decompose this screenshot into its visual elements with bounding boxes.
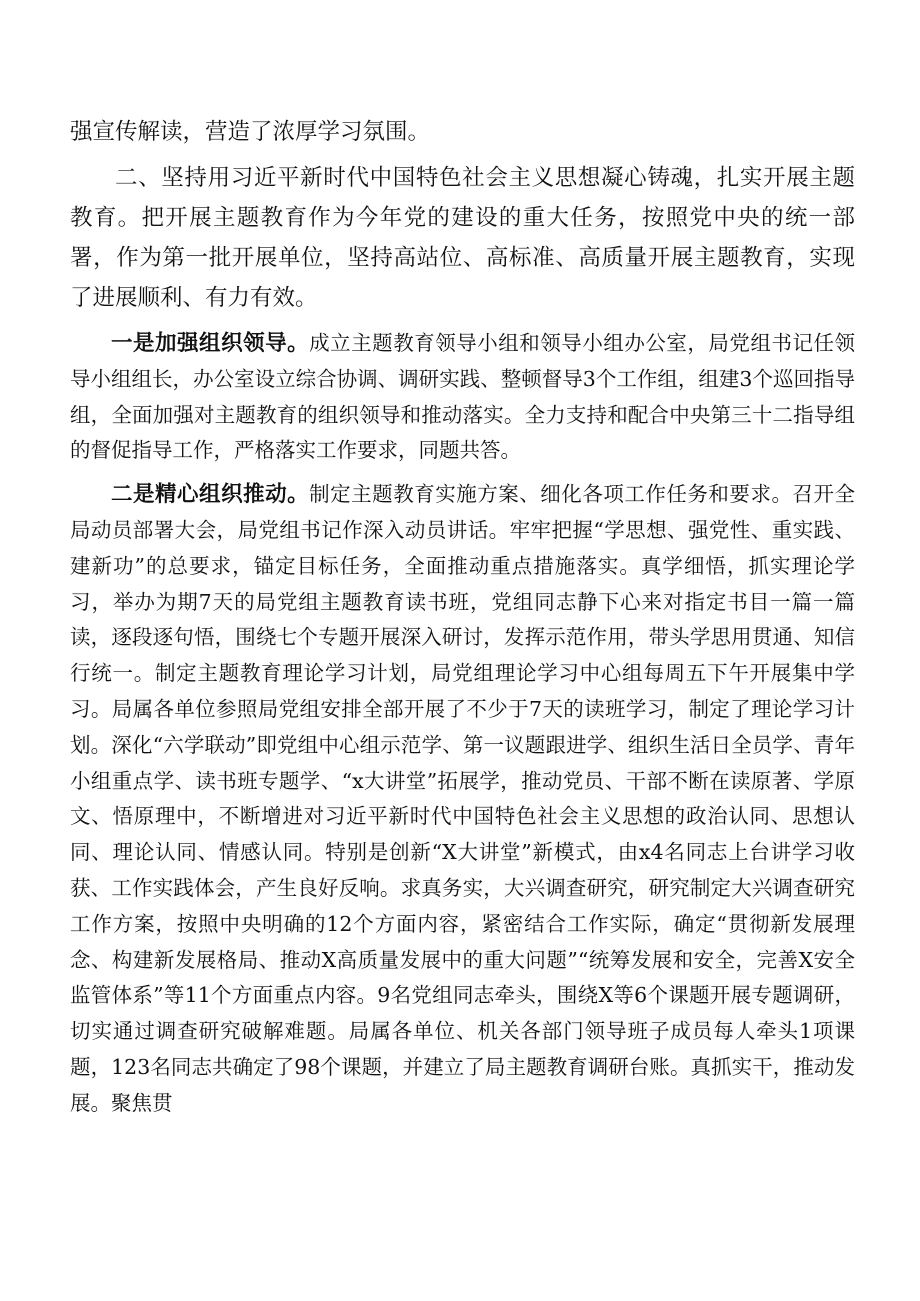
section-two-paragraph <box>70 158 855 318</box>
paragraph-lead-heading: 二是精心组织推动。 <box>111 482 310 508</box>
paragraph-continuation <box>70 112 855 152</box>
document-page <box>70 112 855 1122</box>
paragraph-text: 成立主题教育领导小组和领导小组办公室，局党组书记任领导小组组长，办公室设立综合协调、调研实践、整顿督导3个工作组，组建3个巡回指导组，全面加强对主题教育的组织领导和推动落实。全力支持和配合中央第三十二指导组的督促指导工作，严格落实工作要求，同题共答。 <box>70 331 855 463</box>
paragraph-text: 二、坚持用习近平新时代中国特色社会主义思想凝心铸魂，扎实开展主题教育。把开展主题教育作为今年党的建设的重大任务，按照党中央的统一部署，作为第一批开展单位，坚持高站位、高标准、高质量开展主题教育，实现了进展顺利、有力有效。 <box>70 165 855 311</box>
paragraph-text: 强宣传解读，营造了浓厚学习氛围。 <box>70 119 431 145</box>
organization-leadership-paragraph <box>70 326 855 469</box>
paragraph-lead-heading: 一是加强组织领导。 <box>111 331 310 356</box>
paragraph-text: 制定主题教育实施方案、细化各项工作任务和要求。召开全局动员部署大会，局党组书记作深入动员讲话。牢牢把握“学思想、强党性、重实践、建新功”的总要求，锚定目标任务，全面推动重点措施落实。真学细悟，抓实理论学习，举办为期7天的局党组主题教育读书班，党组同志静下心来对指定书目一篇一篇读，逐段逐句悟，围绕七个专题开展深入研讨，发挥示范作用，带头学思用贯通、知信行统一。制定主题教育理论学习计划，局党组理论学习中心组每周五下午开展集中学习。局属各单位参照局党组安排全部开展了不少于7天的读班学习，制定了理论学习计划。深化“六学联动”即党组中心组示范学、第一议题跟进学、组织生活日全员学、青年小组重点学、读书班专题学、“x大讲堂”拓展学，推动党员、干部不断在读原著、学原文、悟原理中，不断增进对习近平新时代中国特色社会主义思想的政治认同、思想认同、理论认同、情感认同。特别是创新“X大讲堂”新模式，由x4名同志上台讲学习收获、工作实践体会，产生良好反响。求真务实，大兴调查研究，研究制定大兴调查研究工作方案，按照中央明确的12个方面内容，紧密结合工作实际，确定“贯彻新发展理念、构建新发展格局、推动X高质量发展中的重大问题”“统筹发展和安全，完善X安全监管体系”等11个方面重点内容。9名党组同志牵头，围绕X等6个课题开展专题调研，切实通过调查研究破解难题。局属各单位、机关各部门领导班子成员每人牵头1项课题，123名同志共确定了98个课题，并建立了局主题教育调研台账。真抓实干，推动发展。聚焦贯 <box>70 482 855 1115</box>
organization-promotion-paragraph <box>70 477 855 1121</box>
